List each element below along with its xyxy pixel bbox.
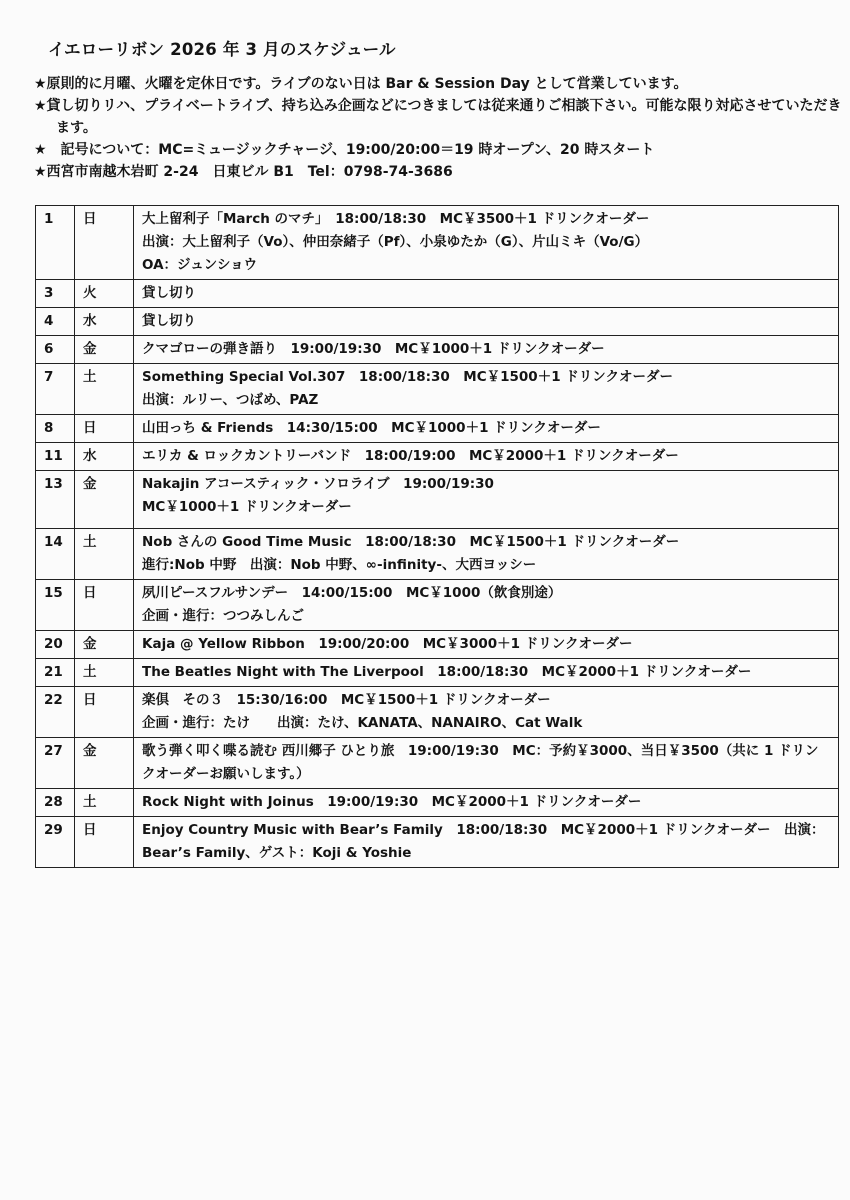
weekday-cell: 日 — [75, 206, 134, 280]
table-row — [36, 631, 839, 659]
day-cell: 14 — [36, 529, 75, 580]
table-row — [36, 206, 839, 280]
event-cell — [134, 738, 839, 789]
weekday-cell: 日 — [75, 415, 134, 443]
weekday-cell: 日 — [75, 580, 134, 631]
weekday-cell: 土 — [75, 789, 134, 817]
table-row — [36, 738, 839, 789]
event-cell — [134, 789, 839, 817]
event-cell — [134, 471, 839, 529]
day-cell: 27 — [36, 738, 75, 789]
table-row — [36, 817, 839, 868]
event-line: 出演：大上留利子（Vo）、仲田奈緒子（Pf）、小泉ゆたか（G）、片山ミキ（Vo/G） — [142, 234, 649, 250]
event-line: MC￥1000＋1 ドリンクオーダー — [142, 499, 352, 515]
day-cell: 8 — [36, 415, 75, 443]
day-cell: 3 — [36, 280, 75, 308]
event-cell — [134, 280, 839, 308]
day-cell: 28 — [36, 789, 75, 817]
event-cell — [134, 308, 839, 336]
event-line: Something Special Vol.307 18:00/18:30 MC￥1500＋1 ドリンクオーダー — [142, 369, 674, 385]
table-row — [36, 308, 839, 336]
weekday-cell: 金 — [75, 471, 134, 529]
note-closed-days: ★原則的に月曜、火曜を定休日です。ライブのない日は Bar & Session Day として営業しています。 — [34, 76, 688, 92]
page-title: イエローリボン 2026 年 3 月のスケジュール — [48, 40, 396, 59]
weekday-cell: 土 — [75, 364, 134, 415]
event-line: Nob さんの Good Time Music 18:00/18:30 MC￥1500＋1 ドリンクオーダー — [142, 534, 680, 550]
event-cell — [134, 580, 839, 631]
table-row — [36, 580, 839, 631]
weekday-cell: 土 — [75, 659, 134, 687]
event-line: The Beatles Night with The Liverpool 18:00/18:30 MC￥2000＋1 ドリンクオーダー — [142, 664, 752, 680]
weekday-cell: 土 — [75, 529, 134, 580]
day-cell: 21 — [36, 659, 75, 687]
event-line: 企画・進行：つつみしんご — [142, 608, 304, 624]
event-line: OA：ジュンショウ — [142, 257, 258, 273]
weekday-cell: 水 — [75, 308, 134, 336]
event-line: 出演：ルリー、つばめ、PAZ — [142, 392, 319, 408]
weekday-cell: 金 — [75, 738, 134, 789]
day-cell: 6 — [36, 336, 75, 364]
event-cell — [134, 206, 839, 280]
day-cell: 4 — [36, 308, 75, 336]
event-line: 企画・進行：たけ 出演：たけ、KANATA、NANAIRO、Cat Walk — [142, 715, 583, 731]
weekday-cell: 日 — [75, 817, 134, 868]
table-row — [36, 659, 839, 687]
event-line: 大上留利子「March のマチ」 18:00/18:30 MC￥3500＋1 ドリンクオーダー — [142, 211, 650, 227]
table-row — [36, 687, 839, 738]
event-cell — [134, 631, 839, 659]
schedule-table — [35, 205, 839, 868]
table-row — [36, 415, 839, 443]
event-cell — [134, 659, 839, 687]
table-row — [36, 789, 839, 817]
table-row — [36, 364, 839, 415]
day-cell: 11 — [36, 443, 75, 471]
day-cell: 13 — [36, 471, 75, 529]
table-row — [36, 529, 839, 580]
event-line: 山田っち & Friends 14:30/15:00 MC￥1000＋1 ドリンクオーダー — [142, 420, 601, 436]
day-cell: 22 — [36, 687, 75, 738]
event-cell — [134, 687, 839, 738]
note-private-booking: ★貸し切りリハ、プライベートライブ、持ち込み企画などにつきましては従来通りご相談下さい。可能な限り対応させていただきます。 — [34, 98, 842, 136]
event-cell — [134, 415, 839, 443]
table-row — [36, 336, 839, 364]
event-line: Kaja @ Yellow Ribbon 19:00/20:00 MC￥3000＋1 ドリンクオーダー — [142, 636, 633, 652]
event-line: 夙川ピースフルサンデー 14:00/15:00 MC￥1000（飲食別途） — [142, 585, 562, 601]
event-line: Enjoy Country Music with Bear’s Family 18:00/18:30 MC￥2000＋1 ドリンクオーダー 出演：Bear’s Family、ゲスト：Koji & Yoshie — [142, 822, 825, 861]
event-line: 貸し切り — [142, 285, 196, 301]
notes-section — [34, 73, 842, 183]
weekday-cell: 火 — [75, 280, 134, 308]
event-line: 進行:Nob 中野 出演：Nob 中野、∞-infinity-、大西ヨッシー — [142, 557, 537, 573]
table-row — [36, 471, 839, 529]
weekday-cell: 水 — [75, 443, 134, 471]
event-line: Rock Night with Joinus 19:00/19:30 MC￥2000＋1 ドリンクオーダー — [142, 794, 642, 810]
event-line: クマゴローの弾き語り 19:00/19:30 MC￥1000＋1 ドリンクオーダー — [142, 341, 605, 357]
schedule-table-body — [36, 206, 839, 868]
day-cell: 15 — [36, 580, 75, 631]
event-cell — [134, 817, 839, 868]
weekday-cell: 日 — [75, 687, 134, 738]
event-cell — [134, 443, 839, 471]
day-cell: 20 — [36, 631, 75, 659]
event-cell — [134, 529, 839, 580]
event-cell — [134, 364, 839, 415]
day-cell: 1 — [36, 206, 75, 280]
event-line: 歌う弾く叩く喋る読む 西川郷子 ひとり旅 19:00/19:30 MC：予約￥3000、当日￥3500（共に 1 ドリンクオーダーお願いします。） — [142, 743, 819, 782]
table-row — [36, 280, 839, 308]
weekday-cell: 金 — [75, 631, 134, 659]
note-address: ★西宮市南越木岩町 2-24 日東ビル B1 Tel：0798-74-3686 — [34, 164, 453, 180]
event-line: 貸し切り — [142, 313, 196, 329]
day-cell: 29 — [36, 817, 75, 868]
event-line: エリカ & ロックカントリーバンド 18:00/19:00 MC￥2000＋1 ドリンクオーダー — [142, 448, 679, 464]
event-line: 楽倶 その３ 15:30/16:00 MC￥1500＋1 ドリンクオーダー — [142, 692, 551, 708]
table-row — [36, 443, 839, 471]
weekday-cell: 金 — [75, 336, 134, 364]
day-cell: 7 — [36, 364, 75, 415]
note-legend: ★ 記号について：MC=ミュージックチャージ、19:00/20:00＝19 時オープン、20 時スタート — [34, 142, 655, 158]
event-line: Nakajin アコースティック・ソロライブ 19:00/19:30 — [142, 476, 494, 492]
event-cell — [134, 336, 839, 364]
